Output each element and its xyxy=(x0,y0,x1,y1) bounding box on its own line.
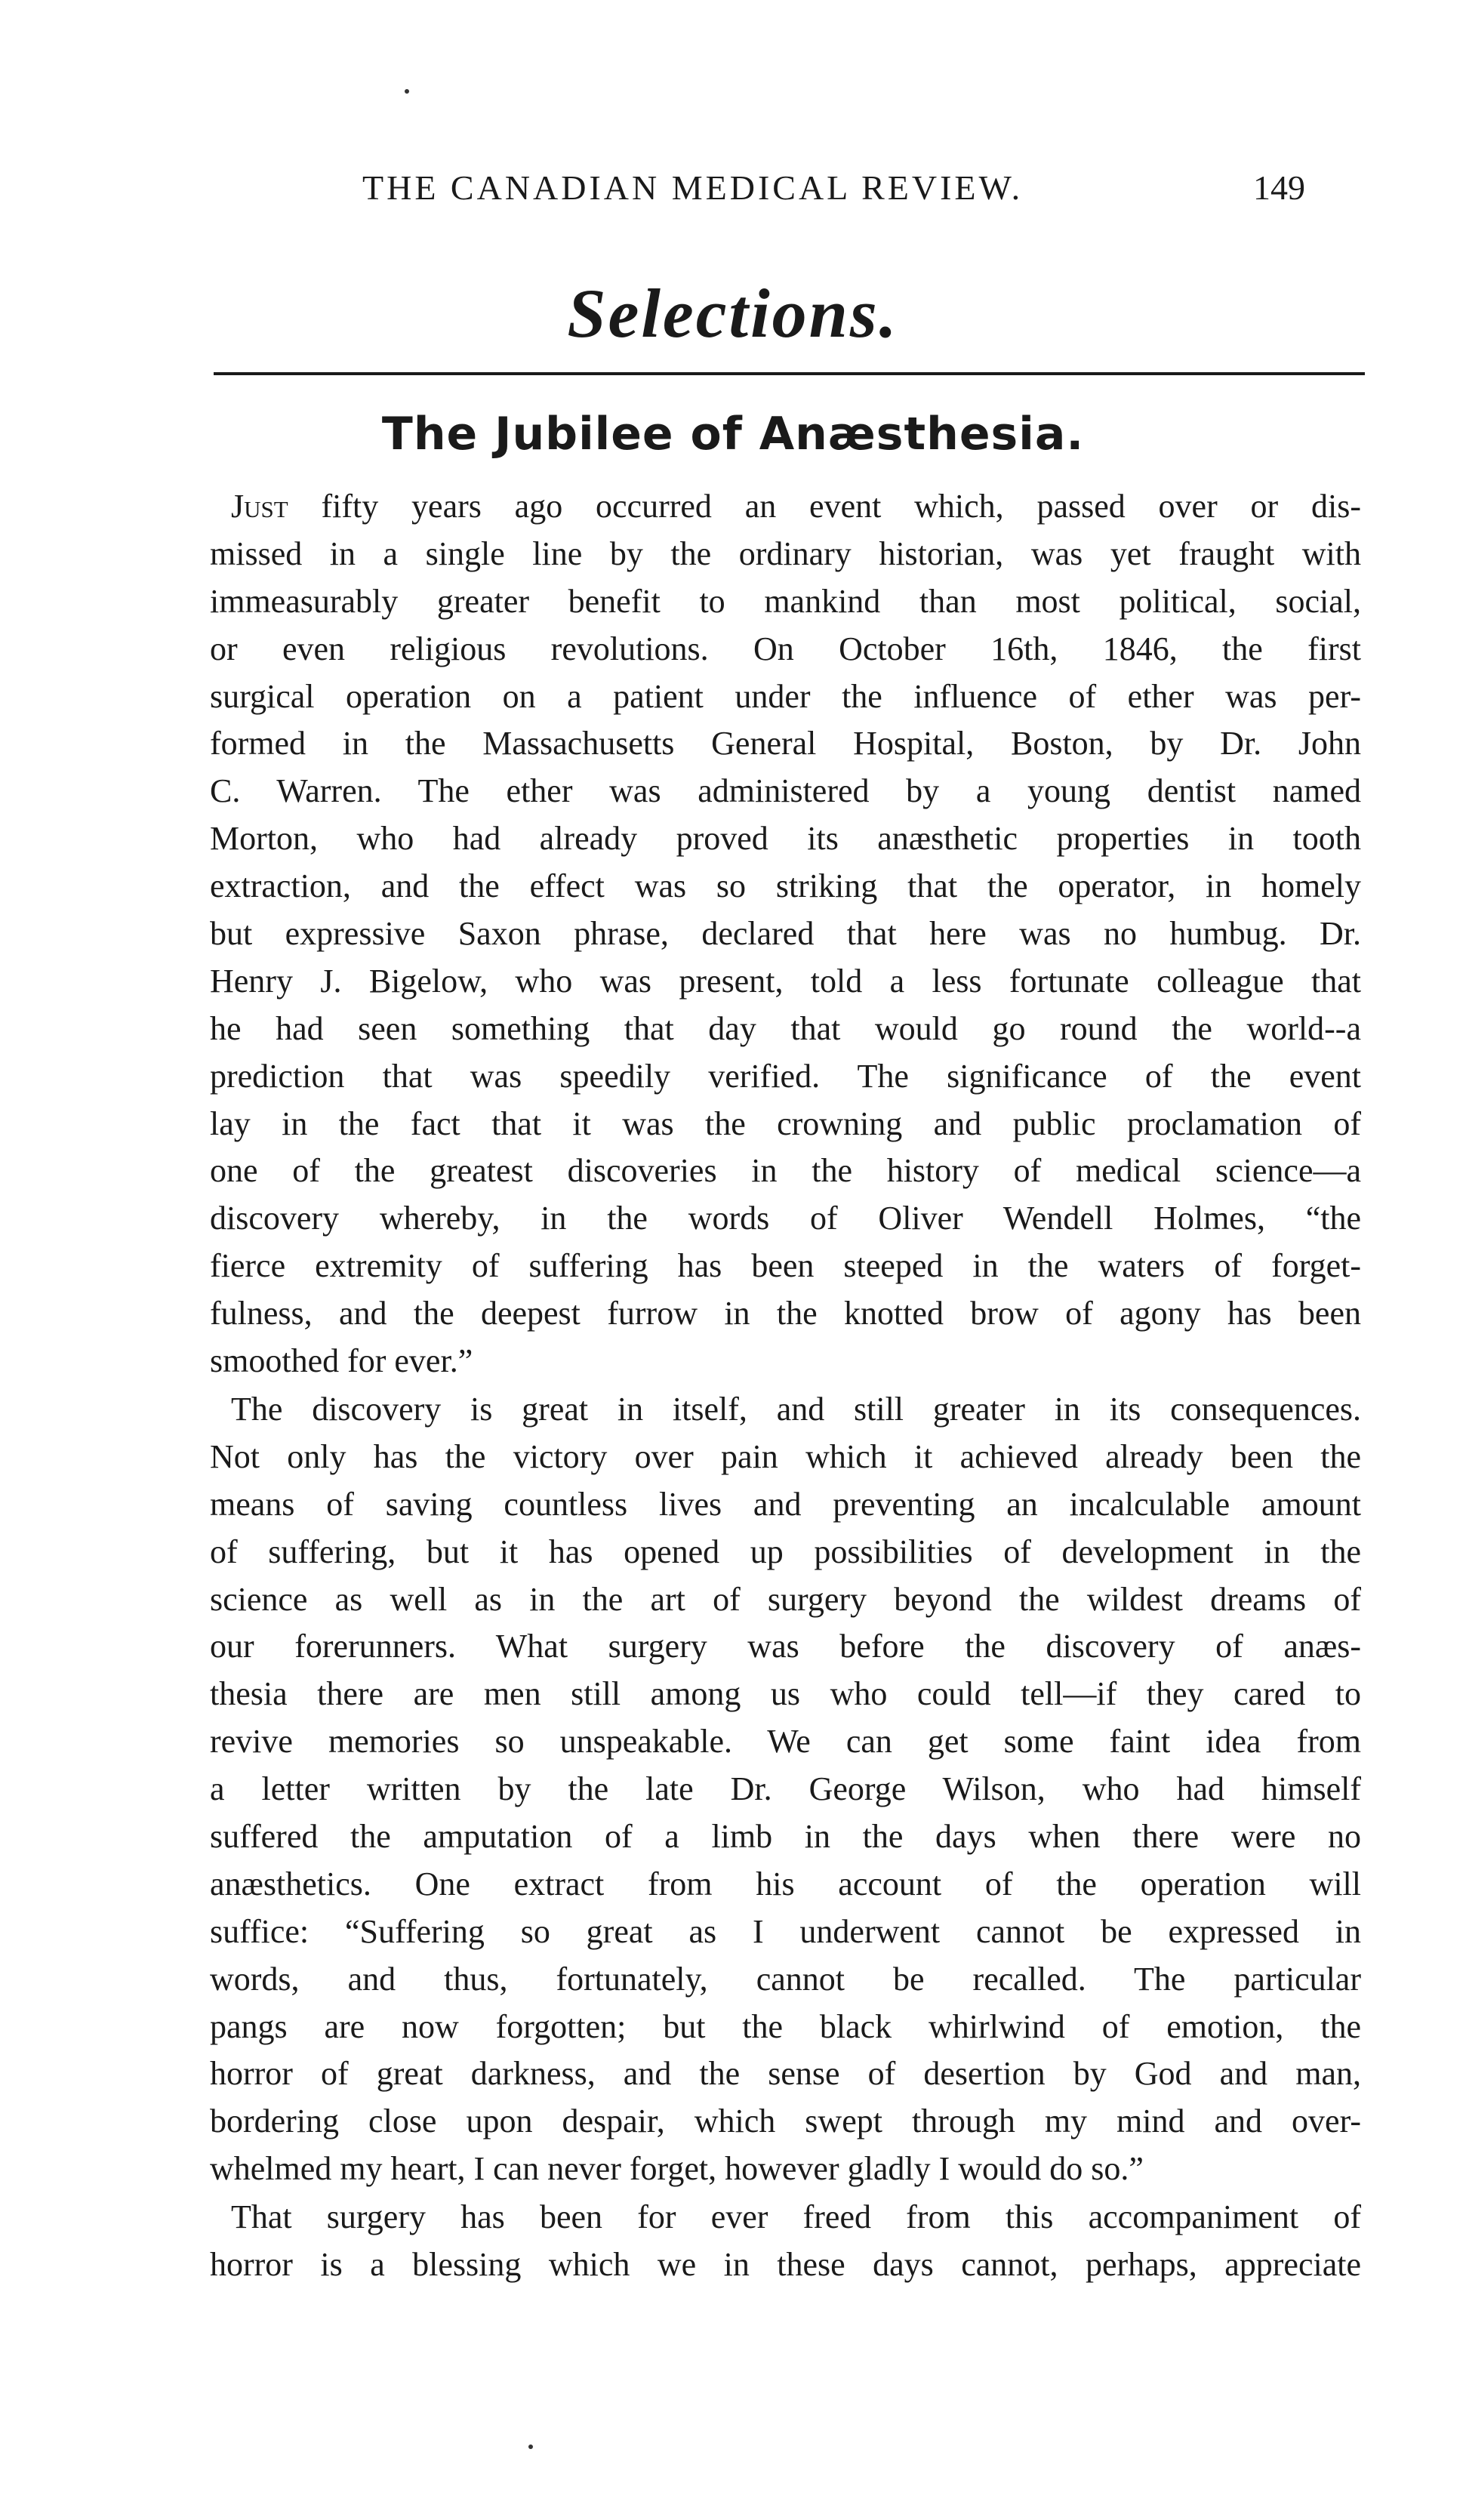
text-line: science as well as in the art of surgery beyond the wildest dreams of xyxy=(210,1580,1361,1618)
text-line: one of the greatest discoveries in the history of medical science—a xyxy=(210,1152,1361,1190)
paragraph-2 xyxy=(210,1386,1361,2193)
article-title: The Jubilee of Anæsthesia. xyxy=(381,408,1085,461)
text-line: suffice: “Suffering so great as I underwent cannot be expressed in xyxy=(210,1912,1361,1950)
text-line: immeasurably greater benefit to mankind than most political, social, xyxy=(210,582,1361,620)
text-line: That surgery has been for ever freed from this accompaniment of xyxy=(231,2198,1361,2235)
text-line: horror is a blessing which we in these days cannot, perhaps, appreciate xyxy=(210,2245,1361,2283)
section-rule xyxy=(214,372,1365,375)
text-line: missed in a single line by the ordinary historian, was yet fraught with xyxy=(210,534,1361,572)
text-line: smoothed for ever.” xyxy=(210,1342,473,1380)
text-line: fulness, and the deepest furrow in the knotted brow of agony has been xyxy=(210,1295,1361,1332)
text-line: extraction, and the effect was so striking that the operator, in homely xyxy=(210,867,1361,905)
text-line: bordering close upon despair, which swept through my mind and over- xyxy=(210,2103,1361,2140)
text-line: pangs are now forgotten; but the black whirlwind of emotion, the xyxy=(210,2007,1361,2045)
text-line: anæsthetics. One extract from his account of the operation will xyxy=(210,1865,1361,1902)
text-line: Morton, who had already proved its anæsthetic properties in tooth xyxy=(210,820,1361,858)
paragraph-1 xyxy=(210,483,1361,1385)
text-line: formed in the Massachusetts General Hospital, Boston, by Dr. John xyxy=(210,725,1361,762)
page-number: 149 xyxy=(1253,168,1305,207)
text-line: whelmed my heart, I can never forget, however gladly I would do so.” xyxy=(210,2150,1144,2188)
text-line: horror of great darkness, and the sense of desertion by God and man, xyxy=(210,2055,1361,2093)
text-line: surgical operation on a patient under the influence of ether was per- xyxy=(210,677,1361,715)
text-line: of suffering, but it has opened up possibilities of development in the xyxy=(210,1533,1361,1570)
text-line: Just fifty years ago occurred an event which, passed over or dis- xyxy=(231,488,1361,525)
text-line: our forerunners. What surgery was before the discovery of anæs- xyxy=(210,1628,1361,1665)
section-title: Selections. xyxy=(567,275,899,352)
print-speck xyxy=(405,89,409,94)
text-line: Henry J. Bigelow, who was present, told a less fortunate colleague that xyxy=(210,962,1361,1000)
text-line: prediction that was speedily verified. The significance of the event xyxy=(210,1057,1361,1095)
text-line: he had seen something that day that would go round the world--a xyxy=(210,1009,1361,1047)
text-line: Not only has the victory over pain which it achieved already been the xyxy=(210,1437,1361,1475)
text-line: revive memories so unspeakable. We can get some faint idea from xyxy=(210,1723,1361,1761)
text-line: or even religious revolutions. On October 16th, 1846, the first xyxy=(210,630,1361,667)
text-line: fierce extremity of suffering has been steeped in the waters of forget- xyxy=(210,1247,1361,1285)
running-head: THE CANADIAN MEDICAL REVIEW. xyxy=(362,168,1024,207)
text-line: thesia there are men still among us who could tell—if they cared to xyxy=(210,1675,1361,1713)
first-word: Just xyxy=(231,488,288,525)
text-line: C. Warren. The ether was administered by a young dentist named xyxy=(210,772,1361,810)
text-line: a letter written by the late Dr. George Wilson, who had himself xyxy=(210,1770,1361,1808)
text-line: means of saving countless lives and preventing an incalculable amount xyxy=(210,1485,1361,1523)
text-line: but expressive Saxon phrase, declared that here was no humbug. Dr. xyxy=(210,915,1361,953)
print-speck xyxy=(528,2445,533,2449)
paragraph-3 xyxy=(210,2194,1361,2289)
text-line: discovery whereby, in the words of Oliver Wendell Holmes, “the xyxy=(210,1200,1361,1237)
text-line: The discovery is great in itself, and still greater in its consequences. xyxy=(231,1391,1361,1428)
text-line: lay in the fact that it was the crowning and public proclamation of xyxy=(210,1104,1361,1142)
text-line: words, and thus, fortunately, cannot be recalled. The particular xyxy=(210,1960,1361,1998)
text-line: suffered the amputation of a limb in the days when there were no xyxy=(210,1818,1361,1856)
